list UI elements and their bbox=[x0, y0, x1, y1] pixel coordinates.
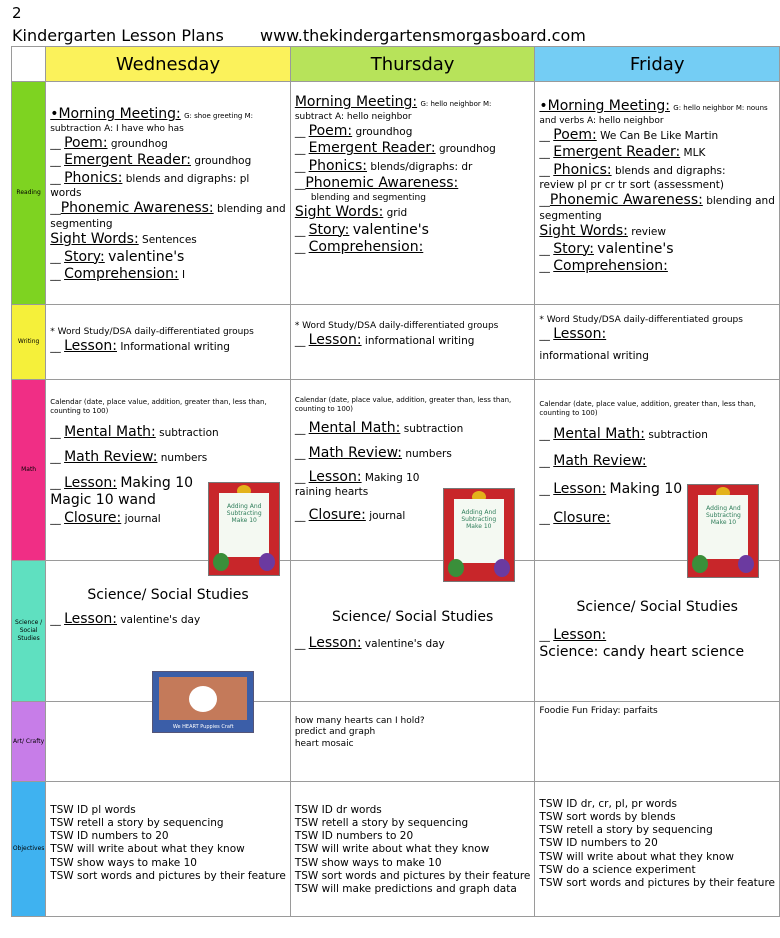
phonemic-awareness-label: Phonemic Awareness: bbox=[60, 200, 214, 217]
writing-wednesday: * Word Study/DSA daily-differentiated groups __ Lesson: Informational writing bbox=[46, 305, 291, 380]
objectives-thursday bbox=[290, 782, 535, 917]
objectives-friday bbox=[535, 782, 780, 917]
art-line: how many hearts can I hold? bbox=[294, 716, 425, 726]
objective-item: TSW retell a story by sequencing bbox=[294, 817, 469, 830]
math-review-text: numbers bbox=[160, 452, 208, 464]
science-wednesday: Science/ Social Studies __ Lesson: valentine's day We HEART Puppies Craft bbox=[46, 561, 291, 702]
art-thursday bbox=[290, 702, 535, 782]
mental-math-text: subtraction bbox=[403, 422, 464, 435]
objectives-wednesday bbox=[46, 782, 291, 917]
math-thursday: Calendar (date, place value, addition, greater than, less than, counting to 100) __ Mental Math: subtraction __ Math Review: numbers __ Lesson: Making 10 raining hearts __ Closure: journal Adding And Subtracting Make 10 bbox=[290, 380, 535, 561]
morning-meeting-text: G: hello neighbor M: bbox=[420, 100, 492, 108]
objective-item: TSW ID dr, cr, pl, pr words bbox=[539, 798, 678, 810]
objective-item: TSW do a science experiment bbox=[539, 863, 696, 876]
poem-text: groundhog bbox=[110, 137, 168, 150]
calendar-text: Calendar (date, place value, addition, greater than, less than, bbox=[294, 396, 512, 404]
story-text: valentine's bbox=[597, 240, 674, 257]
phonics-text2: words bbox=[50, 187, 82, 200]
subject-math: Math bbox=[12, 380, 46, 561]
poem-label: Poem: bbox=[64, 134, 108, 151]
objective-item: TSW retell a story by sequencing bbox=[539, 824, 713, 837]
lesson-text2: Magic 10 wand bbox=[50, 492, 156, 508]
reading-friday: •Morning Meeting: G: hello neighbor M: nouns and verbs A: hello neighbor __ Poem: We Can Be Like Martin __ Emergent Reader: MLK __ Phonics: blends and digraphs: review pl pr cr tr sort (assessment) __Phonemic Awareness: blending and segmenting Sight Words: review __ Story: valentine's __ Comprehension: bbox=[535, 82, 780, 305]
book-caption: Adding And Subtracting Make 10 bbox=[705, 505, 741, 527]
word-study-text: * Word Study/DSA daily-differentiated groups bbox=[294, 321, 499, 331]
objective-item: TSW ID numbers to 20 bbox=[294, 830, 414, 843]
mental-math-text: subtraction bbox=[648, 428, 708, 441]
math-review-label: Math Review: bbox=[64, 449, 158, 465]
objective-item: TSW will make predictions and graph data bbox=[294, 882, 517, 895]
lesson-label: Lesson: bbox=[308, 634, 362, 651]
objective-item: TSW sort words and pictures by their feature bbox=[539, 876, 775, 889]
photo-caption: We HEART Puppies Craft bbox=[172, 723, 234, 730]
morning-meeting-label: Morning Meeting: bbox=[294, 94, 418, 110]
lesson-text2: raining hearts bbox=[294, 486, 369, 498]
book-caption: Adding And Subtracting Make 10 bbox=[461, 509, 497, 531]
lesson-plan-table bbox=[11, 46, 780, 917]
mental-math-text: subtraction bbox=[159, 426, 219, 439]
subject-science-social-studies: Science / Social Studies bbox=[12, 561, 46, 702]
calendar-text2: counting to 100) bbox=[539, 408, 598, 417]
calendar-text2: counting to 100) bbox=[294, 404, 353, 413]
emergent-reader-label: Emergent Reader: bbox=[64, 152, 191, 169]
lesson-label: Lesson: bbox=[553, 626, 607, 643]
lesson-label: Lesson: bbox=[64, 474, 117, 491]
closure-label: Closure: bbox=[64, 509, 122, 526]
science-heading: Science/ Social Studies bbox=[576, 599, 738, 615]
poem-text: groundhog bbox=[355, 125, 413, 138]
page-number: 2 bbox=[12, 4, 22, 22]
subject-art-crafty: Art/ Crafty bbox=[12, 702, 46, 782]
reading-wednesday: •Morning Meeting: G: shoe greeting M: subtraction A: I have who has __ Poem: groundhog __ Emergent Reader: groundhog __ Phonics: blends and digraphs: pl words __Phonemic Awareness: blending and segmenting Sight Words: Sentences __ Story: valentine's __ Comprehension: I bbox=[46, 82, 291, 305]
objective-item: TSW ID numbers to 20 bbox=[50, 830, 169, 843]
morning-meeting-text2: subtract A: hello neighbor bbox=[294, 111, 412, 122]
closure-label: Closure: bbox=[308, 507, 366, 524]
story-label: Story: bbox=[553, 240, 594, 257]
page-title: Kindergarten Lesson Plans bbox=[12, 26, 224, 45]
lesson-text: informational writing bbox=[364, 335, 475, 348]
lesson-text: Making 10 bbox=[364, 471, 420, 484]
science-friday: Science/ Social Studies __ Lesson: Science: candy heart science bbox=[535, 561, 780, 702]
phonics-text: blends and digraphs: bbox=[614, 164, 726, 177]
phonemic-awareness-label: Phonemic Awareness: bbox=[549, 192, 703, 209]
lesson-text: Making 10 bbox=[609, 480, 683, 497]
lesson-text: Informational writing bbox=[120, 341, 230, 354]
word-study-text: * Word Study/DSA daily-differentiated groups bbox=[539, 315, 743, 325]
objective-item: TSW will write about what they know bbox=[539, 850, 734, 863]
calendar-text: Calendar (date, place value, addition, greater than, less than, bbox=[50, 398, 267, 406]
lesson-text: Making 10 bbox=[120, 474, 194, 491]
art-line: heart mosaic bbox=[294, 738, 354, 749]
emergent-reader-text: groundhog bbox=[438, 143, 496, 156]
lesson-text: informational writing bbox=[539, 349, 649, 362]
story-label: Story: bbox=[308, 221, 350, 238]
phonics-label: Phonics: bbox=[64, 169, 123, 186]
math-wednesday: Calendar (date, place value, addition, greater than, less than, counting to 100) __ Mental Math: subtraction __ Math Review: numbers __ Lesson: Making 10 Magic 10 wand __ Closure: journal Adding And Subtracting Make 10 bbox=[46, 380, 291, 561]
lesson-text: Science: candy heart science bbox=[539, 644, 745, 660]
objective-item: TSW ID dr words bbox=[294, 804, 382, 816]
lesson-label: Lesson: bbox=[308, 332, 362, 349]
sight-words-label: Sight Words: bbox=[50, 231, 139, 247]
phonics-text2: review pl pr cr tr sort (assessment) bbox=[539, 179, 725, 192]
story-text: valentine's bbox=[352, 221, 429, 238]
comprehension-label: Comprehension: bbox=[308, 239, 424, 255]
emergent-reader-label: Emergent Reader: bbox=[553, 144, 681, 161]
sight-words-text: review bbox=[631, 226, 666, 238]
emergent-reader-text: groundhog bbox=[194, 155, 252, 168]
mental-math-label: Mental Math: bbox=[64, 423, 156, 440]
closure-text: journal bbox=[124, 512, 161, 525]
book-caption: Adding And Subtracting Make 10 bbox=[226, 503, 262, 525]
story-label: Story: bbox=[64, 248, 105, 265]
math-friday: Calendar (date, place value, addition, greater than, less than, counting to 100) __ Mental Math: subtraction __ Math Review: __ Lesson: Making 10 __ Closure: Adding And Subtracting Make 10 bbox=[535, 380, 780, 561]
morning-meeting-text: G: shoe greeting M: bbox=[184, 112, 253, 120]
closure-text: journal bbox=[369, 510, 406, 523]
art-line: Foodie Fun Friday: parfaits bbox=[539, 706, 658, 716]
corner-cell bbox=[12, 47, 46, 82]
objective-item: TSW show ways to make 10 bbox=[50, 856, 197, 869]
phonemic-awareness-text: blending and bbox=[217, 203, 286, 216]
day-header-friday: Friday bbox=[535, 47, 780, 82]
comprehension-label: Comprehension: bbox=[64, 266, 179, 282]
lesson-label: Lesson: bbox=[308, 468, 362, 485]
phonemic-awareness-text2: segmenting bbox=[50, 217, 113, 230]
morning-meeting-text2: subtraction A: I have who has bbox=[50, 123, 184, 134]
sight-words-label: Sight Words: bbox=[539, 223, 628, 239]
word-study-text: * Word Study/DSA daily-differentiated groups bbox=[50, 327, 254, 337]
phonemic-awareness-label: Phonemic Awareness: bbox=[305, 175, 459, 192]
calendar-text2: counting to 100) bbox=[50, 406, 109, 415]
math-review-label: Math Review: bbox=[553, 453, 647, 469]
science-heading: Science/ Social Studies bbox=[87, 587, 249, 603]
emergent-reader-text: MLK bbox=[683, 147, 706, 160]
phonics-label: Phonics: bbox=[553, 161, 612, 178]
subject-reading: Reading bbox=[12, 82, 46, 305]
lesson-label: Lesson: bbox=[64, 610, 117, 627]
mental-math-label: Mental Math: bbox=[553, 425, 645, 442]
lesson-label: Lesson: bbox=[64, 338, 117, 355]
science-thursday: Science/ Social Studies __ Lesson: valentine's day bbox=[290, 561, 535, 702]
day-header-thursday: Thursday bbox=[290, 47, 535, 82]
lesson-text: valentine's day bbox=[364, 637, 445, 650]
sight-words-text: Sentences bbox=[142, 234, 197, 246]
story-text: valentine's bbox=[108, 248, 185, 265]
writing-friday: * Word Study/DSA daily-differentiated groups __ Lesson: informational writing bbox=[535, 305, 780, 380]
morning-meeting-text: G: hello neighbor M: nouns bbox=[673, 104, 768, 112]
poem-label: Poem: bbox=[308, 122, 353, 139]
objective-item: TSW will write about what they know bbox=[294, 843, 490, 856]
sight-words-label: Sight Words: bbox=[294, 204, 384, 220]
art-line: predict and graph bbox=[294, 727, 376, 738]
poem-label: Poem: bbox=[553, 126, 597, 143]
emergent-reader-label: Emergent Reader: bbox=[308, 140, 436, 157]
morning-meeting-text2: and verbs A: hello neighbor bbox=[539, 115, 664, 126]
objective-item: TSW will write about what they know bbox=[50, 843, 245, 856]
objective-item: TSW ID pl words bbox=[50, 804, 136, 816]
mental-math-label: Mental Math: bbox=[308, 419, 401, 436]
math-review-label: Math Review: bbox=[308, 445, 403, 461]
objective-item: TSW sort words and pictures by their feature bbox=[50, 869, 286, 882]
lesson-text: valentine's day bbox=[120, 613, 201, 626]
closure-label: Closure: bbox=[553, 510, 611, 526]
art-wednesday bbox=[46, 702, 291, 782]
reading-thursday: Morning Meeting: G: hello neighbor M: subtract A: hello neighbor __ Poem: groundhog __ Emergent Reader: groundhog __ Phonics: blends/digraphs: dr __Phonemic Awareness: blending and segmenting Sight Words: grid __ Story: valentine's __ Comprehension: bbox=[290, 82, 535, 305]
website-url[interactable]: www.thekindergartensmorgasboard.com bbox=[260, 26, 586, 45]
phonemic-awareness-text: blending and bbox=[706, 195, 775, 208]
objective-item: TSW ID numbers to 20 bbox=[539, 837, 658, 850]
phonemic-awareness-text: blending and segmenting bbox=[310, 192, 426, 203]
objective-item: TSW retell a story by sequencing bbox=[50, 817, 224, 830]
sight-words-text: grid bbox=[386, 207, 408, 219]
lesson-label: Lesson: bbox=[553, 480, 607, 497]
objective-item: TSW sort words by blends bbox=[539, 811, 676, 824]
subject-objectives: Objectives bbox=[12, 782, 46, 917]
phonemic-awareness-text2: segmenting bbox=[539, 209, 602, 222]
comprehension-text: I bbox=[182, 269, 186, 281]
writing-thursday: * Word Study/DSA daily-differentiated groups __ Lesson: informational writing bbox=[290, 305, 535, 380]
phonics-text: blends/digraphs: dr bbox=[370, 160, 473, 173]
objective-item: TSW show ways to make 10 bbox=[294, 856, 442, 869]
science-heading: Science/ Social Studies bbox=[331, 609, 494, 625]
phonics-text: blends and digraphs: pl bbox=[125, 172, 250, 185]
subject-writing: Writing bbox=[12, 305, 46, 380]
comprehension-label: Comprehension: bbox=[553, 258, 668, 274]
morning-meeting-label: •Morning Meeting: bbox=[50, 106, 181, 122]
lesson-label: Lesson: bbox=[553, 326, 607, 343]
phonics-label: Phonics: bbox=[308, 157, 368, 174]
objective-item: TSW sort words and pictures by their feature bbox=[294, 869, 531, 882]
morning-meeting-label: •Morning Meeting: bbox=[539, 98, 670, 114]
day-header-wednesday: Wednesday bbox=[46, 47, 291, 82]
calendar-text: Calendar (date, place value, addition, greater than, less than, bbox=[539, 400, 756, 408]
art-friday bbox=[535, 702, 780, 782]
poem-text: We Can Be Like Martin bbox=[600, 129, 719, 142]
math-review-text: numbers bbox=[405, 448, 452, 460]
